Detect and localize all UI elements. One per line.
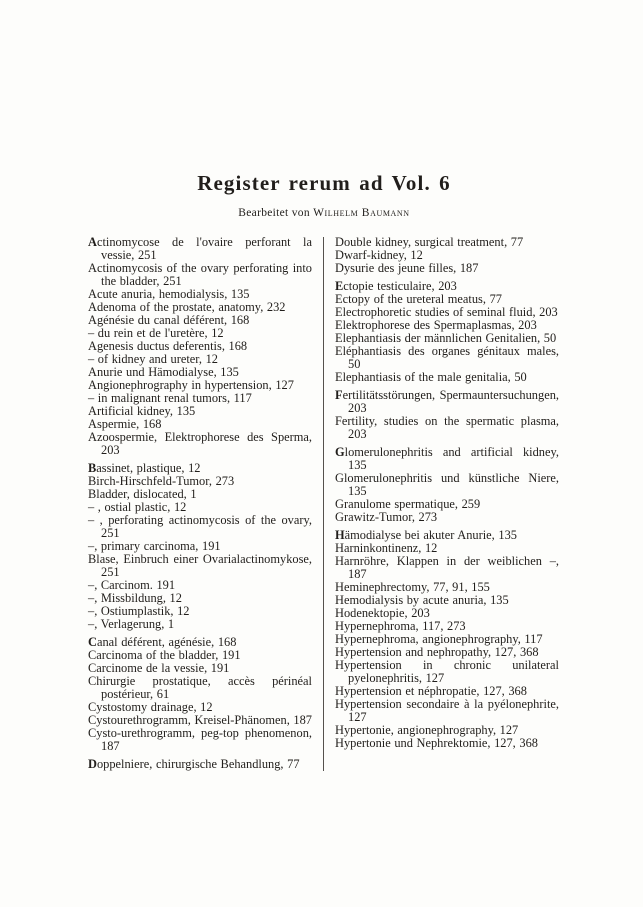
letter-section-g bbox=[335, 446, 559, 524]
index-entry: Dysurie des jeune filles, 187 bbox=[335, 261, 479, 275]
index-entry: Cystourethrogramm, Kreisel-Phänomen, 187 bbox=[88, 713, 312, 727]
index-entry: Hypertension and nephropathy, 127, 368 bbox=[335, 645, 539, 659]
index-entry: Azoospermie, Elektrophorese des Sperma, 203 bbox=[88, 430, 312, 457]
index-entry: – in malignant renal tumors, 117 bbox=[88, 391, 252, 405]
index-entry: Adenoma of the prostate, anatomy, 232 bbox=[88, 300, 286, 314]
index-entry: Actinomycose de l'ovaire perforant la vessie, 251 bbox=[88, 235, 312, 262]
index-entry: Hypertonie, angionephrography, 127 bbox=[335, 723, 519, 737]
index-entry: – , perforating actinomycosis of the ovary, 251 bbox=[88, 513, 312, 540]
index-entry: Hypertension et néphropatie, 127, 368 bbox=[335, 684, 527, 698]
index-column-left bbox=[88, 236, 312, 771]
index-entry: Fertility, studies on the spermatic plasma, 203 bbox=[335, 414, 559, 441]
index-entry: Eléphantiasis des organes génitaux males, 50 bbox=[335, 344, 559, 371]
index-entry: Bassinet, plastique, 12 bbox=[88, 461, 201, 475]
index-entry: Ectopie testiculaire, 203 bbox=[335, 279, 457, 293]
index-entry: Glomerulonephritis und künstliche Niere, 135 bbox=[335, 471, 559, 498]
index-entry: Agénésie du canal déférent, 168 bbox=[88, 313, 250, 327]
page-subtitle bbox=[88, 207, 560, 219]
index-entry: Hodenektopie, 203 bbox=[335, 606, 430, 620]
index-entry: Actinomycosis of the ovary perforating into the bladder, 251 bbox=[88, 261, 312, 288]
index-entry: Hämodialyse bei akuter Anurie, 135 bbox=[335, 528, 517, 542]
index-entry: Hemodialysis by acute anuria, 135 bbox=[335, 593, 509, 607]
section-lead-capital: C bbox=[88, 635, 97, 649]
index-entry: Hypertonie und Nephrektomie, 127, 368 bbox=[335, 736, 538, 750]
letter-section-c bbox=[88, 636, 312, 753]
letter-section-f bbox=[335, 389, 559, 441]
index-column-right bbox=[335, 236, 559, 771]
index-entry: –, primary carcinoma, 191 bbox=[88, 539, 221, 553]
index-entry: Dwarf-kidney, 12 bbox=[335, 248, 423, 262]
letter-section-d bbox=[335, 236, 559, 275]
section-lead-capital: D bbox=[88, 757, 97, 771]
index-entry: Aspermie, 168 bbox=[88, 417, 162, 431]
section-lead-capital: G bbox=[335, 445, 345, 459]
index-entry: – du rein et de l'uretère, 12 bbox=[88, 326, 224, 340]
letter-section-h bbox=[335, 529, 559, 750]
index-entry: Hypernephroma, angionephrography, 117 bbox=[335, 632, 543, 646]
index-entry: Ectopy of the ureteral meatus, 77 bbox=[335, 292, 502, 306]
index-entry: –, Missbildung, 12 bbox=[88, 591, 182, 605]
index-entry: Fertilitätsstörungen, Spermauntersuchungen, 203 bbox=[335, 388, 559, 415]
index-entry: Heminephrectomy, 77, 91, 155 bbox=[335, 580, 490, 594]
index-entry: –, Carcinom. 191 bbox=[88, 578, 176, 592]
section-lead-capital: A bbox=[88, 235, 97, 249]
index-entry: Granulome spermatique, 259 bbox=[335, 497, 481, 511]
index-entry: Bladder, dislocated, 1 bbox=[88, 487, 197, 501]
index-entry: Angionephrography in hypertension, 127 bbox=[88, 378, 294, 392]
index-entry: – , ostial plastic, 12 bbox=[88, 500, 187, 514]
page-title: Register rerum ad Vol. 6 bbox=[197, 171, 451, 195]
index-entry: Doppelniere, chirurgische Behandlung, 77 bbox=[88, 757, 300, 771]
section-lead-capital: B bbox=[88, 461, 97, 475]
index-entry: –, Ostiumplastik, 12 bbox=[88, 604, 190, 618]
index-entry: Hypertension in chronic unilateral pyelonephritis, 127 bbox=[335, 658, 559, 685]
index-entry: Harninkontinenz, 12 bbox=[335, 541, 438, 555]
index-entry: Chirurgie prostatique, accès périnéal postérieur, 61 bbox=[88, 674, 312, 701]
subtitle-prefix: Bearbeitet von bbox=[238, 207, 314, 219]
index-entry: Cysto-urethrogramm, peg-top phenomenon, 187 bbox=[88, 726, 312, 753]
index-entry: Acute anuria, hemodialysis, 135 bbox=[88, 287, 250, 301]
index-entry: –, Verlagerung, 1 bbox=[88, 617, 175, 631]
section-lead-capital: E bbox=[335, 279, 344, 293]
letter-section-a bbox=[88, 236, 312, 457]
index-entry: – of kidney and ureter, 12 bbox=[88, 352, 218, 366]
index-entry: Birch-Hirschfeld-Tumor, 273 bbox=[88, 474, 235, 488]
index-entry: Elephantiasis of the male genitalia, 50 bbox=[335, 370, 527, 384]
section-lead-capital: F bbox=[335, 388, 343, 402]
subtitle-author: Wilhelm Baumann bbox=[313, 207, 410, 219]
index-entry: Electrophoretic studies of seminal fluid, 203 bbox=[335, 305, 558, 319]
index-entry: Agenesis ductus deferentis, 168 bbox=[88, 339, 248, 353]
index-entry: Elephantiasis der männlichen Genitalien, 50 bbox=[335, 331, 557, 345]
index-entry: Harnröhre, Klappen in der weiblichen –, 187 bbox=[335, 554, 559, 581]
index-entry: Carcinome de la vessie, 191 bbox=[88, 661, 230, 675]
section-lead-capital: H bbox=[335, 528, 345, 542]
column-divider-rule bbox=[323, 237, 324, 771]
index-entry: Hypernephroma, 117, 273 bbox=[335, 619, 466, 633]
index-entry: Carcinoma of the bladder, 191 bbox=[88, 648, 241, 662]
index-entry: Elektrophorese des Spermaplasmas, 203 bbox=[335, 318, 537, 332]
letter-section-b bbox=[88, 462, 312, 631]
letter-section-e bbox=[335, 280, 559, 384]
index-entry: Blase, Einbruch einer Ovarialactinomykose, 251 bbox=[88, 552, 312, 579]
index-entry: Artificial kidney, 135 bbox=[88, 404, 196, 418]
index-entry: Canal déférent, agénésie, 168 bbox=[88, 635, 237, 649]
index-entry: Hypertension secondaire à la pyélonephrite, 127 bbox=[335, 697, 559, 724]
index-entry: Double kidney, surgical treatment, 77 bbox=[335, 235, 524, 249]
index-entry: Cystostomy drainage, 12 bbox=[88, 700, 213, 714]
index-entry: Grawitz-Tumor, 273 bbox=[335, 510, 438, 524]
letter-section-d bbox=[88, 758, 312, 771]
index-columns bbox=[88, 236, 559, 771]
index-entry: Anurie und Hämodialyse, 135 bbox=[88, 365, 239, 379]
index-entry: Glomerulonephritis and artificial kidney, 135 bbox=[335, 445, 559, 472]
